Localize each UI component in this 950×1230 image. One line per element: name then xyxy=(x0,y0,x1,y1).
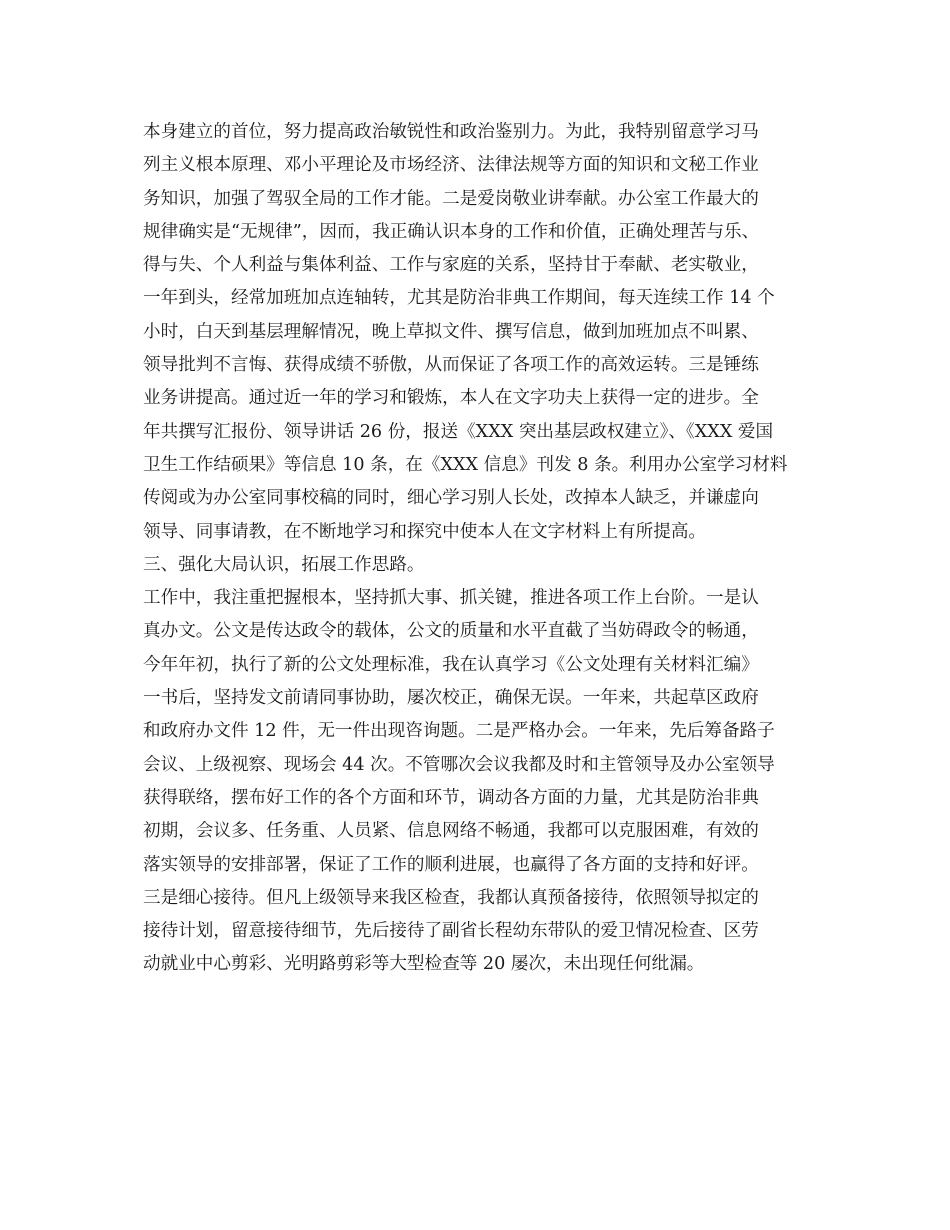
text-line: 务知识，加强了驾驭全局的工作才能。二是爱岗敬业讲奉献。办公室工作最大的 xyxy=(143,188,759,209)
text-line: 初期，会议多、任务重、人员紧、信息网络不畅通，我都可以克服困难，有效的 xyxy=(143,821,759,842)
text-line: 和政府办文件 12 件，无一件出现咨询题。二是严格办会。一年来，先后筹备路子 xyxy=(143,721,775,742)
text-line: 动就业中心剪彩、光明路剪彩等大型检查等 20 屡次，未出现任何纰漏。 xyxy=(143,954,705,975)
text-line: 三是细心接待。但凡上级领导来我区检查，我都认真预备接待，依照领导拟定的 xyxy=(143,887,759,908)
text-line: 年共撰写汇报份、领导讲话 26 份，报送《XXX 突出基层政权建立》、《XXX 爱国 xyxy=(143,421,774,442)
text-line: 业务讲提高。通过近一年的学习和锻炼，本人在文字功夫上获得一定的进步。全 xyxy=(143,388,759,409)
section-heading: 三、强化大局认识，拓展工作思路。 xyxy=(143,554,425,575)
text-line: 真办文。公文是传达政令的载体，公文的质量和水平直截了当妨碍政令的畅通， xyxy=(143,621,759,642)
body-text xyxy=(143,116,813,982)
text-line: 一书后，坚持发文前请同事协助，屡次校正，确保无误。一年来，共起草区政府 xyxy=(143,688,759,709)
text-line: 工作中，我注重把握根本，坚持抓大事、抓关键，推进各项工作上台阶。一是认 xyxy=(143,588,759,609)
text-line: 领导批判不言悔、获得成绩不骄傲，从而保证了各项工作的高效运转。三是锤练 xyxy=(143,355,759,376)
text-line: 列主义根本原理、邓小平理论及市场经济、法律法规等方面的知识和文秘工作业 xyxy=(143,155,759,176)
text-line: 本身建立的首位，努力提高政治敏锐性和政治鉴别力。为此，我特别留意学习马 xyxy=(143,122,759,142)
text-line: 获得联络，摆布好工作的各个方面和环节，调动各方面的力量，尤其是防治非典 xyxy=(143,787,759,808)
text-line: 接待计划，留意接待细节，先后接待了副省长程幼东带队的爱卫情况检查、区劳 xyxy=(143,921,759,942)
text-line: 小时，白天到基层理解情况，晚上草拟文件、撰写信息，做到加班加点不叫累、 xyxy=(143,321,759,342)
text-line: 卫生工作结硕果》等信息 10 条，在《XXX 信息》刊发 8 条。利用办公室学习材料 xyxy=(143,454,788,475)
text-line: 落实领导的安排部署，保证了工作的顺利进展，也赢得了各方面的支持和好评。 xyxy=(143,854,759,875)
text-line: 今年年初，执行了新的公文处理标准，我在认真学习《公文处理有关材料汇编》 xyxy=(143,654,759,675)
text-line: 领导、同事请教，在不断地学习和探究中使本人在文字材料上有所提高。 xyxy=(143,521,707,542)
text-line: 会议、上级视察、现场会 44 次。不管哪次会议我都及时和主管领导及办公室领导 xyxy=(143,754,775,775)
text-line: 规律确实是“无规律”，因而，我正确认识本身的工作和价值，正确处理苦与乐、 xyxy=(143,221,760,242)
text-line: 一年到头，经常加班加点连轴转，尤其是防治非典工作期间，每天连续工作 14 个 xyxy=(143,288,775,309)
text-line: 传阅或为办公室同事校稿的同时，细心学习别人长处，改掉本人缺乏，并谦虚向 xyxy=(143,488,759,509)
text-line: 得与失、个人利益与集体利益、工作与家庭的关系，坚持甘于奉献、老实敬业， xyxy=(143,255,759,276)
